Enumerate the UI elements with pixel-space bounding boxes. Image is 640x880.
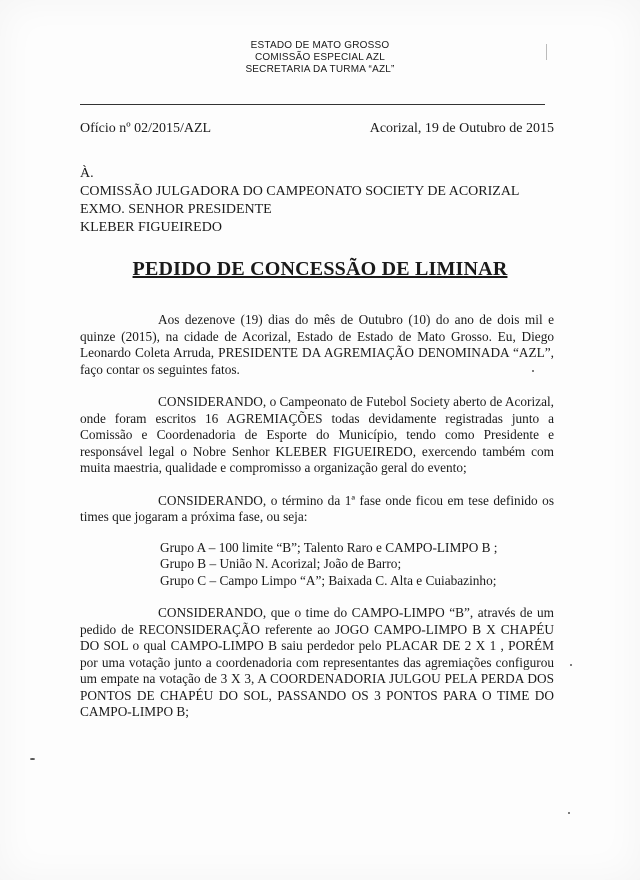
document-title: PEDIDO DE CONCESSÃO DE LIMINAR [132,258,508,280]
groups-list [160,540,554,590]
reference-line [80,121,554,137]
letterhead-secretariat: SECRETARIA DA TURMA “AZL” [245,64,395,75]
scan-speck [546,44,547,60]
group-a: Grupo A – 100 limite “B”; Talento Raro e CAMPO-LIMPO B ; [160,539,498,555]
scan-speck [570,664,572,666]
paragraph-considering-championship: CONSIDERANDO, o Campeonato de Futebol Society aberto de Acorizal, onde foram escritos 16 AGREMIAÇÕES todas devidamente registradas junto a Comissão e Coordenadoria de Esporte do Município, tendo como Presidente e responsável legal o Nobre Senhor KLEBER FIGUEIREDO, exercendo também com muita maestria, qualidade e compromisso a organização geral do evento; [80,394,554,475]
letterhead-commission: COMISSÃO ESPECIAL AZL [255,52,385,63]
group-c: Grupo C – Campo Limpo “A”; Baixada C. Alta e Cuiabazinho; [160,572,497,588]
recipient-block [80,165,519,237]
paragraph-considering-first-phase: CONSIDERANDO, o término da 1ª fase onde ficou em tese definido os times que jogaram a próxima fase, ou seja: [80,492,554,524]
scan-speck [568,812,570,814]
header-divider [80,104,545,105]
scan-speck [532,370,534,372]
recipient-title: EXMO. SENHOR PRESIDENTE [80,202,272,217]
office-number: Ofício nº 02/2015/AZL [80,121,212,136]
letterhead [0,40,640,76]
recipient-committee: COMISSÃO JULGADORA DO CAMPEONATO SOCIETY DE ACORIZAL [80,184,520,199]
place-date: Acorizal, 19 de Outubro de 2015 [369,121,554,136]
recipient-to: À. [80,166,94,181]
paragraph-considering-reconsideration: CONSIDERANDO, que o time do CAMPO-LIMPO “B”, através de um pedido de RECONSIDERAÇÃO referente ao JOGO CAMPO-LIMPO B X CHAPÉU DO SOL o qual CAMPO-LIMPO B saiu perdedor pelo PLACAR DE 2 X 1 , PORÉM por uma votação junto a coordenadoria com representantes das agremiações configurou um empate na votação de 3 X 3, A COORDENADORIA JULGOU PELA PERDA DOS PONTOS DE CHAPÉU DO SOL, PASSANDO OS 3 PONTOS PARA O TIME DO CAMPO-LIMPO B; [80,605,554,719]
document-body [80,312,554,737]
group-b: Grupo B – União N. Acorizal; João de Barro; [160,556,402,571]
letterhead-state: ESTADO DE MATO GROSSO [250,40,390,51]
paragraph-intro: Aos dezenove (19) dias do mês de Outubro (10) do ano de dois mil e quinze (2015), na cidade de Acorizal, Estado de Estado de Mato Grosso. Eu, Diego Leonardo Coleta Arruda, PRESIDENTE DA AGREMIAÇÃO DENOMINADA “AZL”, faço contar os seguintes fatos. [80,312,554,377]
scan-speck [30,758,35,760]
recipient-name: KLEBER FIGUEIREDO [80,220,222,235]
